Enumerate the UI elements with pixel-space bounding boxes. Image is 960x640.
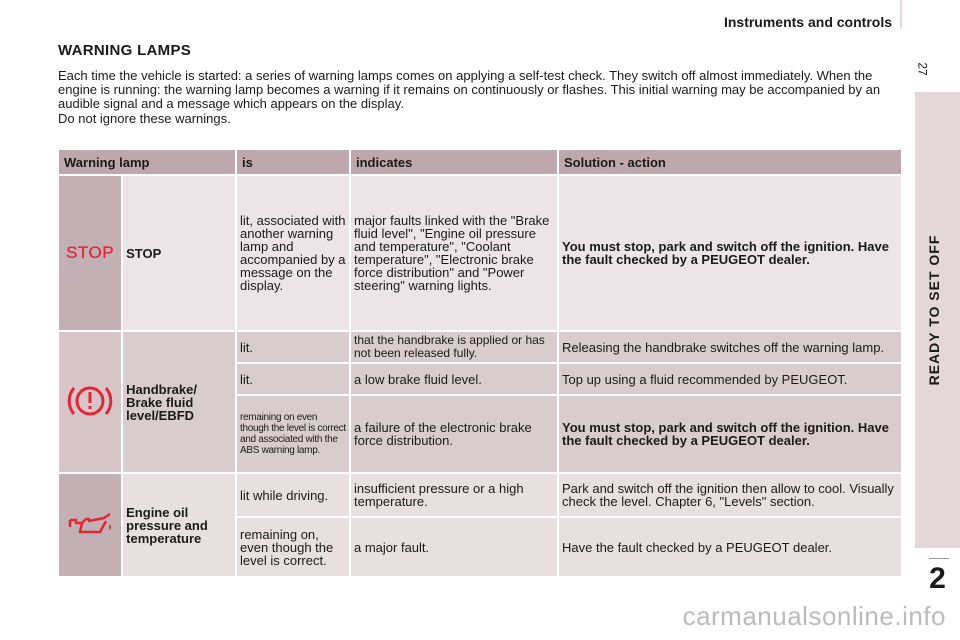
brake-action-1: Releasing the handbrake switches off the warning lamp. — [559, 332, 901, 362]
brake-is-2: lit. — [237, 364, 349, 394]
brake-icon-cell — [59, 332, 121, 472]
oil-indicates-1: insufficient pressure or a high temperature. — [351, 474, 557, 516]
watermark: carmanualsonline.info — [682, 601, 946, 631]
stop-indicates: major faults linked with the "Brake fluid level", "Engine oil pressure and temperature", "Coolant temperature", "Electronic brake force distribution" and "Power steering" warning lights. — [351, 176, 557, 330]
chapter-divider — [929, 558, 949, 559]
oil-icon-cell — [59, 474, 121, 576]
oil-lamp-name: Engine oil pressure and temperature — [123, 474, 235, 576]
oil-action-1: Park and switch off the ignition then allow to cool. Visually check the level. Chapter 6, "Levels" section. — [559, 474, 901, 516]
page-header-title: Instruments and controls — [723, 14, 892, 30]
table-row — [59, 176, 901, 330]
chapter-title-vertical: READY TO SET OFF — [926, 234, 942, 386]
header-indicates: indicates — [351, 150, 557, 174]
intro-paragraph: Each time the vehicle is started: a series of warning lamps comes on applying a self-test check. They switch off almost immediately. When the engine is running: the warning lamp becomes a warning if it remains on continuously or flashes. This initial warning may be accompanied by an audible signal and a message which appears on the display. — [58, 68, 881, 111]
page-number: 27 — [915, 62, 930, 76]
header-warning-lamp: Warning lamp — [59, 150, 235, 174]
stop-action: You must stop, park and switch off the ignition. Have the fault checked by a PEUGEOT dealer. — [559, 176, 901, 330]
oil-action-2: Have the fault checked by a PEUGEOT dealer. — [559, 518, 901, 576]
warning-paragraph: Do not ignore these warnings. — [58, 111, 231, 126]
table-row — [59, 474, 901, 516]
stop-icon-cell — [59, 176, 121, 330]
brake-action-3: You must stop, park and switch off the ignition. Have the fault checked by a PEUGEOT dealer. — [559, 396, 901, 472]
oil-indicates-2: a major fault. — [351, 518, 557, 576]
oil-is-1: lit while driving. — [237, 474, 349, 516]
brake-indicates-3: a failure of the electronic brake force distribution. — [351, 396, 557, 472]
table-header-row — [59, 150, 901, 174]
section-title: WARNING LAMPS — [58, 42, 192, 59]
header-divider — [900, 0, 902, 28]
brake-lamp-name: Handbrake/ Brake fluid level/EBFD — [123, 332, 235, 472]
stop-lamp-name: STOP — [123, 176, 235, 330]
warning-lamps-table — [57, 148, 903, 578]
header-solution-action: Solution - action — [559, 150, 901, 174]
brake-is-1: lit. — [237, 332, 349, 362]
chapter-number: 2 — [929, 562, 946, 595]
header-is: is — [237, 150, 349, 174]
brake-indicates-2: a low brake fluid level. — [351, 364, 557, 394]
brake-is-3: remaining on even though the level is correct and associated with the ABS warning lamp. — [237, 396, 349, 472]
stop-is: lit, associated with another warning lamp and accompanied by a message on the display. — [237, 176, 349, 330]
oil-is-2: remaining on, even though the level is correct. — [237, 518, 349, 576]
oil-can-icon — [66, 510, 114, 538]
brake-action-2: Top up using a fluid recommended by PEUGEOT. — [559, 364, 901, 394]
table-row — [59, 332, 901, 362]
brake-warning-icon — [67, 380, 113, 422]
brake-indicates-1: that the handbrake is applied or has not been released fully. — [351, 332, 557, 362]
stop-icon: STOP — [66, 243, 115, 262]
